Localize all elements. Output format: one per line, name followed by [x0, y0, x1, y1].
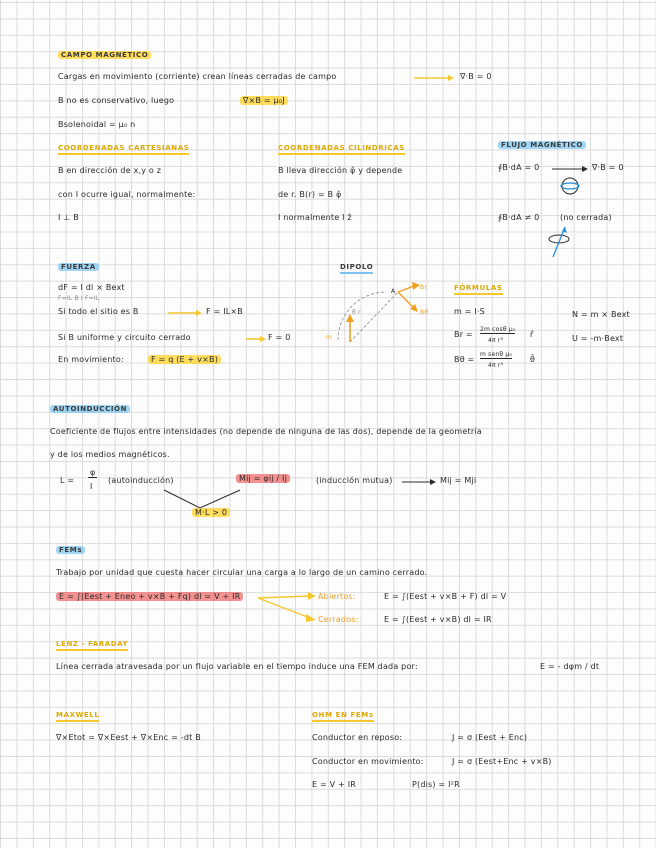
- auto-l-note: (autoinducción): [108, 476, 174, 485]
- ohm-moving-eq: J = σ (Eest+Enc + v×B): [452, 757, 552, 766]
- fuerza-line2: Si todo el sitio es B: [58, 307, 139, 316]
- ohm-rest-eq: J = σ (Eest + Enc): [452, 733, 528, 742]
- branch-arrows: [258, 592, 318, 622]
- flujo-open: ∮B·dA ≠ 0: [498, 213, 540, 222]
- section-title-coord-cil: COORDENADAS CILÍNDRICAS: [278, 143, 405, 153]
- auto-line2: y de los medios magnéticos.: [50, 450, 170, 459]
- section-title-autoinduccion: AUTOINDUCCIÓN: [50, 404, 130, 414]
- coord-cart-line2: con I ocurre igual, normalmente:: [58, 190, 196, 199]
- formula-energy: U = -m·Bext: [572, 334, 624, 343]
- section-title-ohm: OHM EN FEMs: [312, 710, 374, 720]
- fuerza-line3: Si B uniforme y circuito cerrado: [58, 333, 191, 342]
- open-surface-icon: [545, 225, 573, 259]
- section-title-lenz: LENZ - FARADAY: [56, 639, 128, 649]
- campo-curl: ∇×B = μ₀J: [240, 96, 288, 106]
- fem-line1: Trabajo por unidad que cuesta hacer circular una carga a lo largo de un camino cerrado.: [56, 568, 428, 577]
- arrow-icon: [402, 480, 436, 484]
- arrow-icon: [414, 76, 454, 80]
- fuerza-line1: dF = I dl × Bext: [58, 283, 125, 292]
- dipolo-label-br: Br: [420, 284, 427, 291]
- auto-l-num: φ: [90, 468, 96, 477]
- formula-bo-num: m senθ μ₀: [480, 351, 512, 358]
- coord-cil-line1: B lleva dirección φ̂ y depende: [278, 166, 403, 175]
- coord-cart-line1: B en dirección de x,y o z: [58, 166, 162, 175]
- flujo-div: ∇·B = 0: [592, 163, 624, 172]
- arrow-icon: [552, 167, 588, 171]
- fuerza-line2-result: F = IL×B: [206, 307, 243, 316]
- ohm-fem-eq: E = V + IR: [312, 780, 357, 789]
- auto-mutual-note: (inducción mutua): [316, 476, 393, 485]
- ohm-moving-label: Conductor en movimiento:: [312, 757, 424, 766]
- dipolo-label-m: m: [326, 334, 333, 341]
- fem-abiertos-label: Abiertos:: [318, 592, 356, 601]
- section-title-campo: CAMPO MAGNÉTICO: [58, 50, 151, 60]
- section-title-coord-cart: COORDENADAS CARTESIANAS: [58, 143, 189, 153]
- flujo-open-note: (no cerrada): [560, 213, 612, 222]
- formula-m: m = I·S: [454, 307, 485, 316]
- arrow-icon: [246, 337, 266, 341]
- formula-br-tail: r̂: [530, 330, 534, 339]
- auto-mutual-formula: Mij = φij / Ij: [236, 474, 290, 484]
- fuerza-line1-sub: F=IL B I F=IL: [58, 295, 100, 302]
- dipolo-label-btheta: Bθ: [420, 309, 429, 316]
- arrow-icon: [168, 311, 202, 315]
- fem-cerrados-eq: E = ∫(Eest + v×B) dl = IR: [384, 615, 492, 624]
- fem-cerrados-label: Cerrados:: [318, 615, 359, 624]
- coord-cil-line3: I normalmente I ẑ: [278, 213, 352, 222]
- dipolo-label-theta: θ r: [352, 309, 361, 316]
- section-title-fem: FEMs: [56, 545, 85, 555]
- ohm-power: P(dis) = I²R: [412, 780, 460, 789]
- auto-mutual-symmetry: Mij = Mji: [440, 476, 477, 485]
- campo-divergence: ∇·B = 0: [460, 72, 492, 81]
- coord-cil-line2: de r. B(r) = B φ̂: [278, 190, 342, 199]
- formula-br-den: 4π r³: [488, 337, 504, 344]
- section-title-formulas: FÓRMULAS: [454, 283, 503, 293]
- section-title-flujo: FLUJO MAGNÉTICO: [498, 140, 586, 150]
- auto-line1: Coeficiente de flujos entre intensidades (no depende de ninguna de las dos), depende de la geometría: [50, 427, 482, 436]
- formula-br-lhs: Br =: [454, 330, 473, 339]
- auto-ml: M·L > 0: [192, 508, 230, 518]
- coord-cart-line3: I ⊥ B: [58, 213, 79, 222]
- fuerza-lorentz: F = q (E + v×B): [148, 355, 221, 365]
- formula-br-num: 2m cosθ μ₀: [480, 326, 516, 333]
- closed-surface-icon: [558, 176, 582, 196]
- fem-formula: E = ∫(Eest + Eneo + v×B + Fq) dl = V + IR: [56, 592, 243, 602]
- ohm-rest-label: Conductor en reposo:: [312, 733, 403, 742]
- section-title-dipolo: DIPOLO: [340, 262, 373, 272]
- maxwell-line1: ∇×Etot = ∇×Eest + ∇×Enc = -dt B: [56, 733, 201, 742]
- dipolo-label-a: A: [391, 288, 396, 295]
- flujo-closed: ∮B·dA = 0: [498, 163, 540, 172]
- fuerza-line3-result: F = 0: [268, 333, 291, 342]
- formula-bo-lhs: Bθ =: [454, 355, 475, 364]
- auto-l-den: I: [90, 482, 93, 491]
- auto-l-lhs: L =: [60, 476, 75, 485]
- formula-bo-tail: θ̂: [530, 355, 536, 364]
- campo-line2: B no es conservativo, luego: [58, 96, 175, 105]
- section-title-fuerza: FUERZA: [58, 262, 99, 272]
- section-title-maxwell: MAXWELL: [56, 710, 99, 720]
- lenz-result: E = - dφm / dt: [540, 662, 600, 671]
- fuerza-line4: En movimiento:: [58, 355, 124, 364]
- formula-torque: N = m × Bext: [572, 310, 630, 319]
- formula-bo-den: 4π r³: [488, 362, 504, 369]
- lenz-line1: Línea cerrada atravesada por un flujo variable en el tiempo induce una FEM dada por:: [56, 662, 418, 671]
- fem-abiertos-eq: E = ∫(Eest + v×B + F) dl = V: [384, 592, 507, 601]
- campo-solenoid: Bsolenoidal = μ₀ n: [58, 120, 136, 129]
- campo-line1: Cargas en movimiento (corriente) crean líneas cerradas de campo: [58, 72, 337, 81]
